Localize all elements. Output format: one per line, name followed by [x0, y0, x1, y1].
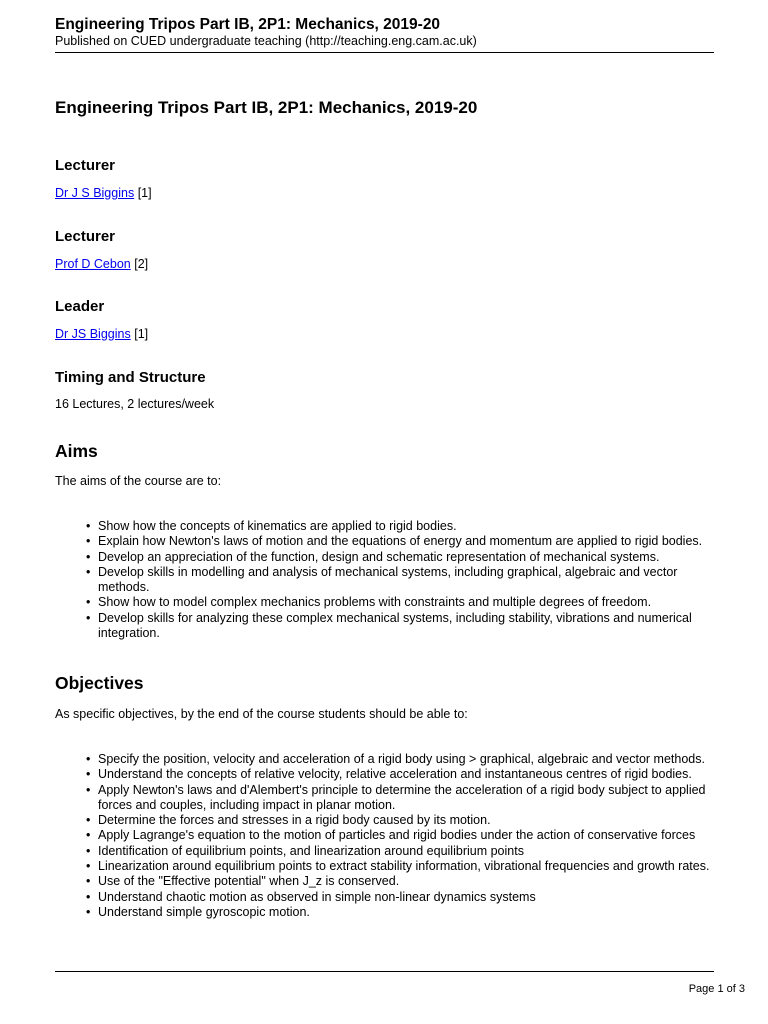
bullet-icon: •	[86, 813, 91, 828]
leader-heading: Leader	[55, 298, 105, 315]
list-item: • Develop an appreciation of the function, design and schematic representation of mechanical systems.	[86, 549, 660, 564]
timing-heading: Timing and Structure	[55, 369, 206, 386]
bullet-icon: •	[86, 843, 91, 858]
list-item: • Determine the forces and stresses in a rigid body caused by its motion.	[86, 813, 491, 828]
bullet-icon: •	[86, 564, 91, 579]
header-title: Engineering Tripos Part IB, 2P1: Mechanics, 2019-20	[55, 16, 441, 33]
leader-ref: [1]	[134, 327, 149, 341]
lecturer2-ref: [2]	[134, 257, 149, 271]
bullet-icon: •	[86, 519, 91, 533]
bullet-icon: •	[86, 859, 91, 874]
bullet-icon: •	[86, 767, 91, 782]
page-number: Page 1 of 3	[688, 983, 745, 995]
leader-link[interactable]: Dr JS Biggins	[55, 327, 131, 341]
lecturer2-line	[55, 257, 148, 272]
bullet-icon: •	[86, 752, 91, 766]
lecturer1-heading: Lecturer	[55, 157, 116, 174]
list-item: • Apply Lagrange's equation to the motion of particles and rigid bodies under the action of conservative forces	[86, 828, 696, 843]
header-divider	[55, 52, 714, 53]
list-item: • Understand chaotic motion as observed in simple non-linear dynamics systems	[86, 889, 536, 904]
lecturer2-heading: Lecturer	[55, 228, 116, 245]
bullet-icon: •	[86, 610, 91, 625]
page-title: Engineering Tripos Part IB, 2P1: Mechanics, 2019-20	[55, 98, 478, 117]
list-item: • Understand the concepts of relative velocity, relative acceleration and instantaneous centres of rigid bodies.	[86, 767, 692, 782]
bullet-icon: •	[86, 874, 91, 889]
bullet-icon: •	[86, 534, 91, 549]
bullet-icon: •	[86, 782, 91, 797]
list-item: • Linearization around equilibrium points to extract stability information, vibrational frequencies and growth rates.	[86, 859, 710, 874]
bullet-icon: •	[86, 595, 91, 610]
list-item: • Develop skills in modelling and analysis of mechanical systems, including graphical, algebraic and vector methods.	[86, 564, 678, 595]
objectives-list	[55, 752, 714, 920]
footer-divider	[55, 971, 714, 972]
leader-line	[55, 327, 148, 342]
objectives-intro: As specific objectives, by the end of the course students should be able to:	[55, 707, 468, 721]
aims-intro: The aims of the course are to:	[55, 474, 222, 488]
lecturer1-link[interactable]: Dr J S Biggins	[55, 186, 135, 200]
bullet-icon: •	[86, 828, 91, 843]
lecturer1-ref: [1]	[137, 186, 152, 200]
objectives-heading: Objectives	[55, 673, 144, 693]
aims-heading: Aims	[55, 441, 98, 461]
list-item: • Use of the "Effective potential" when J_z is conserved.	[86, 874, 400, 889]
timing-text: 16 Lectures, 2 lectures/week	[55, 397, 215, 411]
list-item: • Show how the concepts of kinematics are applied to rigid bodies.	[86, 519, 457, 533]
list-item: • Understand simple gyroscopic motion.	[86, 904, 310, 919]
list-item: • Apply Newton's laws and d'Alembert's principle to determine the acceleration of a rigid body subject to applied forces and couples, including impact in planar motion.	[86, 782, 706, 812]
lecturer1-line	[55, 186, 152, 201]
lecturer2-link[interactable]: Prof D Cebon	[55, 257, 131, 271]
bullet-icon: •	[86, 889, 91, 904]
header-published: Published on CUED undergraduate teaching (http://teaching.eng.cam.ac.uk)	[55, 34, 477, 48]
list-item: • Specify the position, velocity and acceleration of a rigid body using > graphical, algebraic and vector methods.	[86, 752, 705, 766]
bullet-icon: •	[86, 549, 91, 564]
aims-list	[55, 519, 714, 641]
list-item: • Develop skills for analyzing these complex mechanical systems, including stability, vibrations and numerical integration.	[86, 610, 692, 641]
list-item: • Explain how Newton's laws of motion and the equations of energy and momentum are applied to rigid bodies.	[86, 534, 703, 549]
list-item: • Show how to model complex mechanics problems with constraints and multiple degrees of freedom.	[86, 595, 652, 610]
list-item: • Identification of equilibrium points, and linearization around equilibrium points	[86, 843, 524, 858]
bullet-icon: •	[86, 904, 91, 919]
